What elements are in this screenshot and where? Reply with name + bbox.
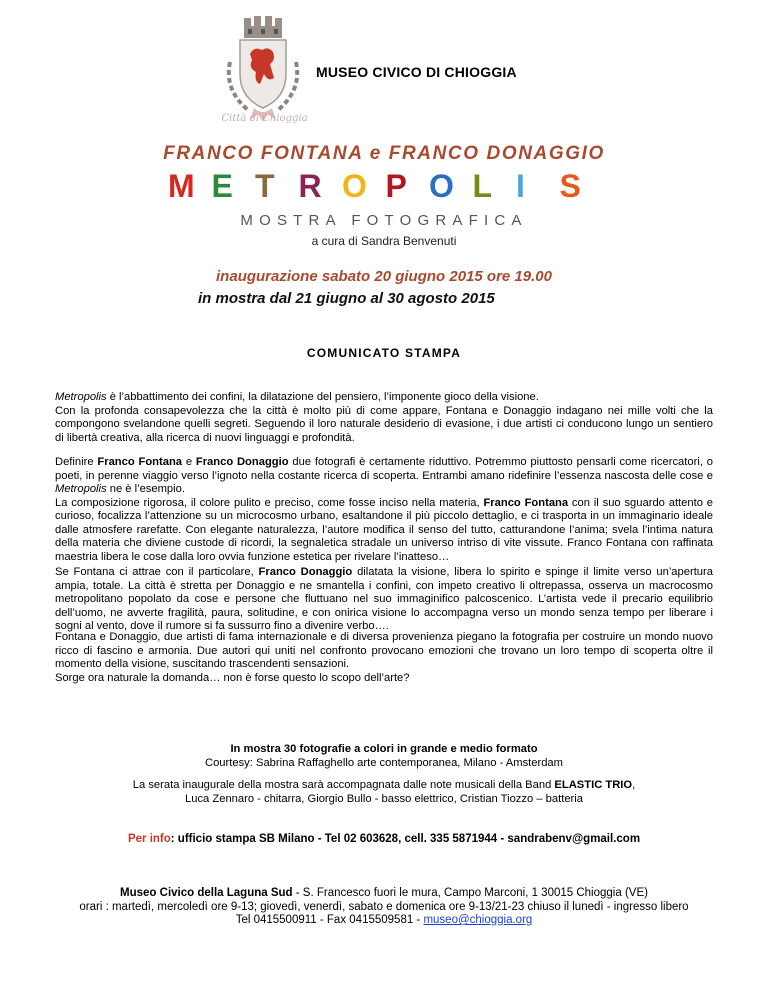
metropolis-letter: S [559, 168, 581, 204]
press-heading: COMUNICATO STAMPA [306, 346, 462, 360]
metropolis-italic: Metropolis [55, 391, 107, 403]
paragraph-text: La composizione rigorosa, il colore pulito e preciso, come fosse inciso nella materia, [55, 496, 484, 509]
exhibition-subtitle: MOSTRA FOTOGRAFICA [240, 212, 528, 229]
artist-name: Franco Fontana [483, 496, 569, 509]
opening-hours: orari : martedì, mercoledì ore 9-13; giovedì, venerdì, sabato e domenica ore 9-13/21-23 chiuso il lunedì - ingresso libero [79, 900, 689, 913]
metropolis-letter: I [516, 168, 525, 204]
metropolis-italic: Metropolis [55, 483, 107, 495]
curator-line: a cura di Sandra Benvenuti [311, 234, 457, 248]
paragraph-text: Se Fontana ci attrae con il particolare, [55, 566, 259, 578]
exhibit-info [0, 743, 768, 770]
paragraph-3 [55, 566, 713, 634]
metropolis-letter: O [429, 168, 454, 204]
serata-text: La serata inaugurale della mostra sarà accompagnata dalle note musicali della Band [132, 779, 555, 791]
artist-name: Franco Fontana [97, 456, 182, 468]
band-members: Luca Zennaro - chitarra, Giorgio Bullo - basso elettrico, Cristian Tiozzo – batteria [185, 792, 583, 805]
museum-footer [0, 887, 768, 928]
museum-email-link[interactable]: museo@chioggia.org [423, 914, 533, 926]
metropolis-letter: T [255, 168, 275, 204]
band-name: ELASTIC TRIO [554, 779, 633, 791]
exhibition-dates: in mostra dal 21 giugno al 30 agosto 2015 [198, 290, 495, 307]
artist-name: Franco Donaggio [195, 456, 289, 468]
museum-address: - S. Francesco fuori le mura, Campo Marconi, 1 30015 Chioggia (VE) [292, 887, 648, 899]
metropolis-title [168, 168, 608, 208]
opening-evening-info [0, 779, 768, 806]
museum-name: Museo Civico della Laguna Sud [120, 887, 293, 899]
paragraph-text: con il suo sguardo attento e curioso, focalizza l’attenzione su un microcosmo urbano, esaltandone il più piccolo dettaglio, e ci trasporta in un immaginario ideale dalle atmosfere rarefatte. Con elegante naturalezza, l’autore modifica il senso del tutto, catturandone l’anima; svela l’intima natura della materia che diviene custode di ricordi, la segnaletica stradale un universo intriso di vite vissute. Franco Fontana con raffinata maestria libera le cose dalla loro ovvia funzione estetica per rivelare l’inatteso… [55, 496, 713, 563]
metropolis-letter: L [472, 168, 493, 204]
info-text: : ufficio stampa SB Milano - Tel 02 603628, cell. 335 5871944 - sandrabenv@gmail.com [170, 833, 641, 845]
city-caption: Città di Chioggia [221, 113, 308, 124]
paragraph-text: Definire [55, 456, 98, 468]
exhibit-headline: In mostra 30 fotografie a colori in grande e medio formato [230, 743, 538, 755]
info-label: Per info [127, 833, 171, 845]
museum-title: MUSEO CIVICO DI CHIOGGIA [316, 64, 517, 80]
paragraph-text: Con la profonda consapevolezza che la città è molto più di come appare, Fontana e Donaggio indagano nei mille volti che la compongono svelandone quelli segreti. Seguendo il loro naturale desiderio di evasione, i due artisti ci conducono lungo un sentiero di libertà creativa, alla ricerca di nuovi linguaggi e profondità. [55, 404, 713, 444]
paragraph-text: ne è l’esempio. [106, 483, 185, 495]
press-contact [0, 833, 768, 847]
paragraph-1 [55, 391, 713, 445]
courtesy-line: Courtesy: Sabrina Raffaghello arte contemporanea, Milano - Amsterdam [205, 756, 563, 769]
paragraph-4 [55, 631, 713, 685]
paragraph-text: Fontana e Donaggio, due artisti di fama internazionale e di diversa provenienza piegano la fotografia per costruire un mondo nuovo ricco di fascino e armonia. Due autori qui uniti nel confronto provocano emozioni che trovano un loro tempo di scoperta oltre il momento della visione, suscitando trascendenti sensazioni. [55, 631, 713, 670]
artist-name: Franco Donaggio [258, 566, 353, 578]
museum-phone: Tel 0415500911 - Fax 0415509581 - [235, 914, 424, 926]
paragraph-text: e [182, 456, 196, 468]
paragraph-text: Sorge ora naturale la domanda… non è forse questo lo scopo dell’arte? [55, 671, 410, 684]
paragraph-text: due fotografi è certamente riduttivo. Potremmo piuttosto pensarli come ricercatori, o poeti, in perenne viaggio verso l’ignoto nella costante ricerca di scoperta. Entrambi amano ridefinire l’essenza nascosta delle cose e [55, 456, 713, 482]
paragraph-text: è l’abbattimento dei confini, la dilatazione del pensiero, l’imponente gioco della visione. [106, 391, 539, 403]
metropolis-letter: R [298, 168, 322, 204]
metropolis-letter: E [211, 168, 233, 204]
metropolis-letter: P [385, 168, 407, 204]
metropolis-letter: M [168, 168, 195, 204]
paragraph-2 [55, 456, 713, 564]
opening-date: inaugurazione sabato 20 giugno 2015 ore 19.00 [216, 268, 552, 285]
serata-text: , [632, 779, 636, 791]
paragraph-text: dilatata la visione, libera lo spirito e spinge il limite verso un’apertura ampia, totale. La città è stretta per Donaggio e ne smantella i confini, con impeto creativo li oltrepassa, osserva un macrocosmo metropolitano popolato da cose e persone che fluttuano nel suo immaginifico palcoscenico. L’artista vede il precario equilibrio dell’uomo, ne avverte fragilità, paura, solitudine, e con onirica visione lo accompagna verso un mondo senza tempo per liberare i sogni al vento, dove il rumore si fa sussurro fino a divenire verbo…. [55, 566, 713, 632]
metropolis-letter: O [342, 168, 367, 204]
artists-title: FRANCO FONTANA e FRANCO DONAGGIO [163, 143, 605, 164]
